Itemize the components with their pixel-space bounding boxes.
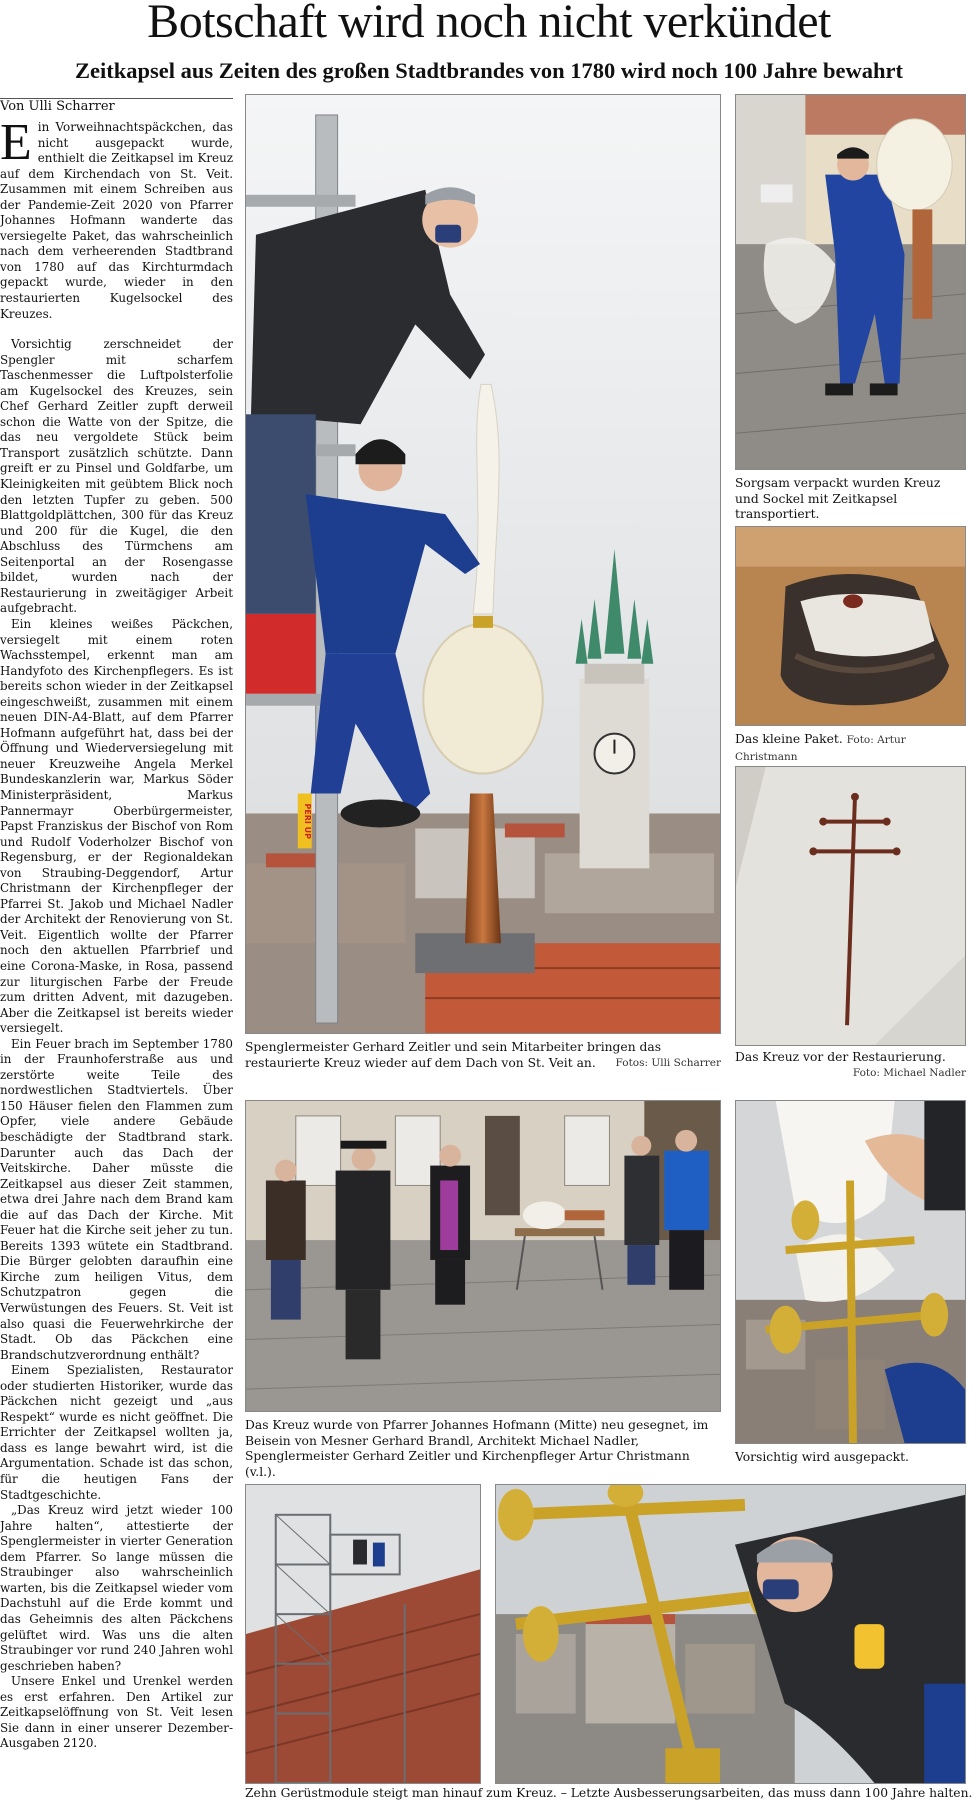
drop-cap: E [0, 120, 32, 171]
article-body [0, 120, 233, 1805]
main-photo-scaffolding [245, 94, 721, 1034]
unpack-caption: Vorsichtig wird ausgepackt. [735, 1450, 909, 1464]
headline: Botschaft wird noch nicht verkündet [147, 0, 831, 48]
article-paragraph: Ein Vorweihnachtspäckchen, das nicht ausgepackt wurde, enthielt die Zeitkapsel im Kreuz auf dem Kirchendach von St. Veit. Zusammen mit einem Schreiben aus der Pandemie-Zeit 2020 von Pfarrer Johannes Hofmann wanderte das versiegelte Paket, das wahrscheinlich nach dem verheerenden Stadtbrand von 1780 auf das Kirchturmdach gepackt wurde, wieder in den restaurierten Kugelsockel des Kreuzes. [0, 120, 233, 321]
article-paragraph: Einem Spezialisten, Restaurator oder studierten Historiker, wurde das Päckchen nicht gezeigt und „aus Respekt“ wurde es nicht geöffnet. Die Errichter der Zeitkapsel wollten ja, dass es lange bewahrt wird, ist die Argumentation. Schade ist das schon, für die heutigen Fans der Stadtgeschichte. [0, 1363, 233, 1502]
photo-credit: Fotos: Ulli Scharrer [615, 1056, 721, 1069]
article-paragraph: Vorsichtig zerschneidet der Spengler mit scharfem Taschenmesser die Luftpolsterfolie am Kugelsockel des Kreuzes, sein Chef Gerhard Zeitler zupft derweil schon die Watte von der Spitze, die das neu vergoldete Stück beim Transport zusätzlich schützte. Dann greift er zu Pinsel und Goldfarbe, um Kleinigkeiten mit geübtem Blick noch den letzten Tupfer zu geben. 500 Blattgoldplättchen, 300 für das Kreuz und 200 für die Kugel, die den Abschluss des Türmchens am Seitenportal an der Rosengasse bildet, wurden nach der Restaurierung in zweitägiger Arbeit aufgebracht. [0, 337, 233, 616]
photo-final-touches [495, 1484, 966, 1784]
old-cross-caption [735, 1050, 966, 1081]
photo-unpacking [735, 1100, 966, 1444]
main-photo-caption [245, 1040, 721, 1071]
byline: Von Ulli Scharrer [0, 98, 233, 115]
photo-small-package [735, 526, 966, 726]
scaffold-banner-text: PERI UP [302, 803, 312, 840]
caption-text: Das Kreuz vor der Restaurierung. [735, 1050, 946, 1064]
article-paragraph: Unsere Enkel und Urenkel werden es erst erfahren. Den Artikel zur Zeitkapselöffnung von St. Veit lesen Sie dann in einer unserer Dezember-Ausgaben 2120. [0, 1674, 233, 1751]
article-paragraph: Ein Feuer brach im September 1780 in der Fraunhoferstraße aus und zerstörte weite Teile des nordwestlichen Stadtviertels. Über 150 Häuser fielen den Flammen zum Opfer, viele andere Gebäude beschädigte der Stadtbrand stark. Darunter auch das Dach der Veitskirche. Daher müsste die Zeitkapsel aus dieser Zeit stammen, etwa drei Jahre nach dem Brand kam die auf das Dach der Kirche. Mit Feuer hat die Kirche seit jeher zu tun. Bereits 1393 wütete ein Stadtbrand. Die Bürger gelobten daraufhin eine Kirche zum heiligen Vitus, dem Schutzpatron gegen die Verwüstungen des Feuers. St. Veit ist also quasi die Feuerwehrkirche der Stadt. Ob das Päckchen eine Brandschutzverordnung enthält? [0, 1036, 233, 1362]
photo-credit: Foto: Michael Nadler [852, 1066, 966, 1079]
package-photo-caption [735, 732, 966, 765]
bottom-caption: Zehn Gerüstmodule steigt man hinauf zum Kreuz. – Letzte Ausbesserungsarbeiten, das muss dann 100 Jahre halten. [245, 1786, 973, 1800]
article-paragraph: „Das Kreuz wird jetzt wieder 100 Jahre halten“, attestierte der Spenglermeister in vierter Generation dem Pfarrer. So lange müssen die Straubinger also wahrscheinlich warten, bis die Zeitkapsel wieder vom Dachstuhl auf die Erde kommt und das Geheimnis des alten Päckchens gelüftet wird. Was uns die alten Straubinger vor rund 240 Jahren wohl geschrieben haben? [0, 1503, 233, 1673]
photo-blessing-group [245, 1100, 721, 1412]
packed-photo-caption: Sorgsam verpackt wurden Kreuz und Sockel mit Zeitkapsel transportiert. [735, 476, 941, 521]
blessing-caption: Das Kreuz wurde von Pfarrer Johannes Hofmann (Mitte) neu gesegnet, im Beisein von Mesner Gerhard Brandl, Architekt Michael Nadler, Spenglermeister Gerhard Zeitler und Kirchenpfleger Artur Christmann (v.l.). [245, 1418, 709, 1479]
photo-credit: Foto: Artur Christmann [735, 734, 906, 763]
photo-old-cross [735, 766, 966, 1046]
subheadline: Zeitkapsel aus Zeiten des großen Stadtbrandes von 1780 wird noch 100 Jahre bewahrt [75, 58, 903, 83]
article-paragraph: Ein kleines weißes Päckchen, versiegelt mit einem roten Wachsstempel, erkennt man am Handyfoto des Kirchenpflegers. Es ist bereits schon wieder in der Zeitkapsel eingeschweißt, zusammen mit einem neuen DIN-A4-Blatt, auf dem Pfarrer Hofmann aufgeführt hat, dass bei der Öffnung und Wiederversiegelung mit neuer Kreuzweihe Angela Merkel Bundeskanzlerin war, Markus Söder Ministerpräsident, Markus Pannermayr Oberbürgermeister, Papst Franziskus der Bischof von Rom und Rudolf Voderholzer Bischof von Regensburg, er der Regionaldekan von Straubing-Deggendorf, Artur Christmann der Kirchenpfleger der Pfarrei St. Jakob und Michael Nadler der Architekt der Renovierung von St. Veit. Eigentlich wollte der Pfarrer noch den aktuellen Pfarrbrief und eine Corona-Maske, in Rosa, passend zur liturgischen Farbe der Freude zum dritten Advent, mit dazugeben. Aber die Zeitkapsel ist bereits wieder versiegelt. [0, 616, 233, 1036]
photo-packed-cross [735, 94, 966, 470]
photo-scaffold-roof [245, 1484, 481, 1784]
caption-text: Spenglermeister Gerhard Zeitler und sein Mitarbeiter bringen das restaurierte Kreuz wieder auf dem Dach von St. Veit an. [245, 1040, 662, 1070]
caption-text: Das kleine Paket. [735, 732, 843, 746]
